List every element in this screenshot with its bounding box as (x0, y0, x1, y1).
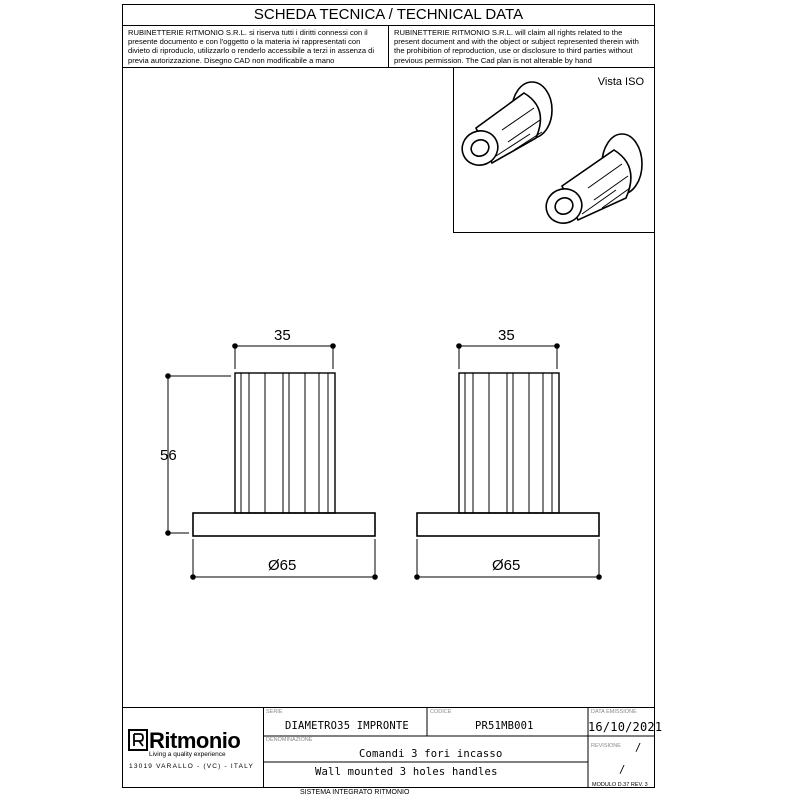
serie-label: SERIE (266, 709, 283, 715)
dimension-dots (165, 343, 602, 580)
copyright-notice-en: RUBINETTERIE RITMONIO S.R.L. will claim all rights related to the present document and with the object or subject represented therein with the prohibition of reproduction, use or disclosure to third parties without previous permission. The Cad plan is not alterable by hand (389, 26, 654, 68)
codice-value: PR51MB001 (475, 720, 534, 732)
logo-name: Ritmonio (149, 728, 241, 753)
data-emissione-label: DATA EMISSIONE (591, 709, 637, 715)
codice-label: CODICE (430, 709, 452, 715)
dim-right-width: 35 (498, 327, 515, 344)
serie-value: DIAMETRO35 IMPRONTE (285, 720, 409, 732)
dim-left-diameter: Ø65 (268, 557, 297, 574)
denominazione-en: Wall mounted 3 holes handles (315, 766, 498, 778)
modulo-label: MODULO D.37 REV. 3 (592, 782, 648, 788)
dim-left-height: 56 (160, 447, 177, 464)
dimension-lines (168, 346, 599, 577)
orthographic-drawing (123, 5, 654, 705)
right-handle-view (417, 373, 599, 536)
revisione-label: REVISIONE (591, 743, 621, 749)
denominazione-label: DENOMINAZIONE (266, 737, 313, 743)
revisione-value: / (635, 742, 642, 754)
iso-view-label: Vista ISO (597, 76, 644, 88)
dim-right-diameter: Ø65 (492, 557, 521, 574)
drawing-sheet (122, 4, 663, 788)
revisione-value-2: / (619, 764, 626, 776)
copyright-notice-it: RUBINETTERIE RITMONIO S.R.L. si riserva tutti i diritti connessi con il presente documento e con l'oggetto o la materia ivi rappresentati con divieto di riproduclo, utilizzarlo o renderlo accessibile a terzi in assenza di previa autorizzazione. Disegno CAD non modificabile a mano (123, 26, 389, 68)
data-emissione-value: 16/10/2021 (588, 720, 663, 734)
logo-tagline: Living a quality experience (149, 751, 226, 758)
left-handle-view (193, 373, 375, 536)
ritmonio-logo-icon (128, 729, 148, 751)
logo-address: 13019 VARALLO - (VC) - ITALY (129, 763, 254, 770)
footer-system: SISTEMA INTEGRATO RITMONIO (300, 789, 410, 796)
title-block (123, 707, 663, 788)
page-title: SCHEDA TECNICA / TECHNICAL DATA (123, 5, 654, 26)
denominazione-it: Comandi 3 fori incasso (359, 748, 503, 760)
dim-left-width: 35 (274, 327, 291, 344)
logo-cell (123, 708, 264, 788)
